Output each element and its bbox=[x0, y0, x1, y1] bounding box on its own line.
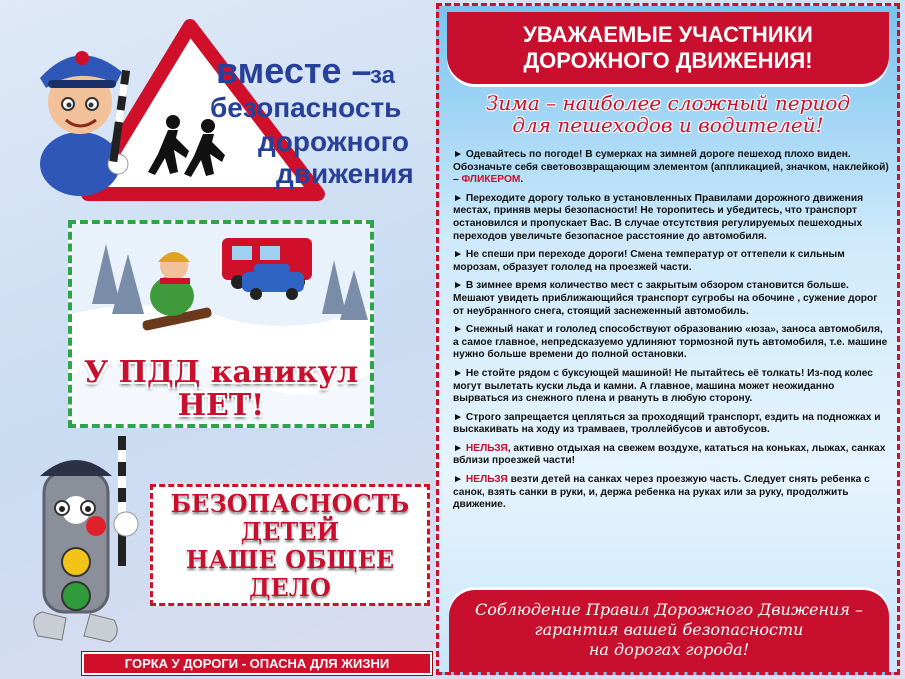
logo-text-together: вместе – bbox=[216, 50, 372, 91]
panel-title bbox=[447, 22, 889, 74]
panel-title-line2: ДОРОЖНОГО ДВИЖЕНИЯ! bbox=[523, 48, 813, 73]
rule-item: ► Одевайтесь по погоде! В сумерках на зимней дороге пешеход плохо виден. Обозначьте себя световозвращающим элементом (аппликацией, значком, наклейкой) – ФЛИКЕРОМ. bbox=[453, 149, 889, 186]
policeman-character-icon bbox=[40, 51, 130, 196]
footer-line3: на дорогах города! bbox=[588, 640, 750, 659]
winter-caption-line1: У ПДД каникул bbox=[83, 355, 359, 390]
road-users-info-panel bbox=[436, 3, 900, 675]
safety-line3: НАШЕ ОБЩЕЕ bbox=[185, 545, 395, 574]
campaign-logo bbox=[18, 14, 428, 204]
panel-title-line1: УВАЖАЕМЫЕ УЧАСТНИКИ bbox=[523, 22, 813, 47]
winter-caption bbox=[72, 356, 370, 422]
rule-item: ► Не спеши при переходе дороги! Смена температур от оттепели к сильным морозам, образует гололед на проезжей части. bbox=[453, 249, 845, 273]
rule-item: ► Переходите дорогу только в установленных Правилами дорожного движения местах, приняв меры безопасности! Не торопитесь и убедитесь, что транспорт остановился и пропускает Вас. В случае отсутствия регулируемых пешеходных переходов увеличьте безопасное расстояние до автомобиля. bbox=[453, 192, 864, 242]
panel-subtitle bbox=[439, 92, 897, 136]
panel-footer-slogan bbox=[449, 600, 889, 660]
winter-caption-line2: НЕТ! bbox=[177, 388, 265, 423]
rule-item: ► Строго запрещается цепляться за проходящий транспорт, ездить на подножках и выскакивать на ходу из трамваев, троллейбусов и автобусов. bbox=[453, 411, 881, 436]
rule-item: ► Снежный накат и гололед способствуют образованию «юза», заноса автомобиля, а самое главное, непредсказуемо удлиняют тормозной путь автомобиля, т.е. машине нужно больше времени до полной остановки. bbox=[453, 324, 888, 361]
safety-line2: ДЕТЕЙ bbox=[240, 517, 340, 546]
logo-text-road: дорожного bbox=[258, 126, 409, 157]
rule-item: ► НЕЛЬЗЯ везти детей на санках через проезжую часть. Следует снять ребенка с санок, взять санки в руки, и, держа ребенка на руках или за руку, продолжить движение. bbox=[453, 474, 870, 511]
rule-item: ► НЕЛЬЗЯ, активно отдыхая на свежем воздухе, кататься на коньках, лыжах, санках вблизи проезжей части! bbox=[453, 442, 886, 467]
traffic-light-character-icon bbox=[18, 436, 148, 648]
logo-text-for: за bbox=[370, 62, 395, 89]
winter-sledding-illustration bbox=[68, 220, 374, 428]
rule-item: ► Не стойте рядом с буксующей машиной! Не пытайтесь её толкать! Из-под колес могут вылетать куски льда и камни. А главное, машина может неожиданно вырваться из снежного плена и рвануть в любую сторону. bbox=[453, 367, 873, 405]
children-safety-box bbox=[150, 484, 430, 606]
panel-subtitle-line1: Зима – наиболее сложный период bbox=[485, 91, 851, 115]
children-safety-text bbox=[153, 490, 427, 602]
panel-footer bbox=[449, 590, 889, 672]
footer-line1: Соблюдение Правил Дорожного Движения – bbox=[474, 600, 864, 619]
safety-line4: ДЕЛО bbox=[249, 573, 331, 602]
logo-text-safety: безопасность bbox=[210, 92, 402, 123]
panel-subtitle-line2: для пешеходов и водителей! bbox=[512, 113, 824, 137]
safety-line1: БЕЗОПАСНОСТЬ bbox=[170, 489, 410, 518]
winter-rules-list bbox=[453, 149, 889, 518]
logo-text-traffic: движения bbox=[276, 158, 414, 189]
rule-item: ► В зимнее время количество мест с закрытым обзором становится больше. Мешают увидеть приближающийся транспорт сугробы на обочине , сужение дорог от неубранного снега, стоящий заснеженный автомобиль. bbox=[453, 280, 878, 317]
sledding-warning-banner: ГОРКА У ДОРОГИ - ОПАСНА ДЛЯ ЖИЗНИ bbox=[82, 652, 432, 675]
footer-line2: гарантия вашей безопасности bbox=[534, 620, 804, 639]
panel-header bbox=[447, 12, 889, 84]
